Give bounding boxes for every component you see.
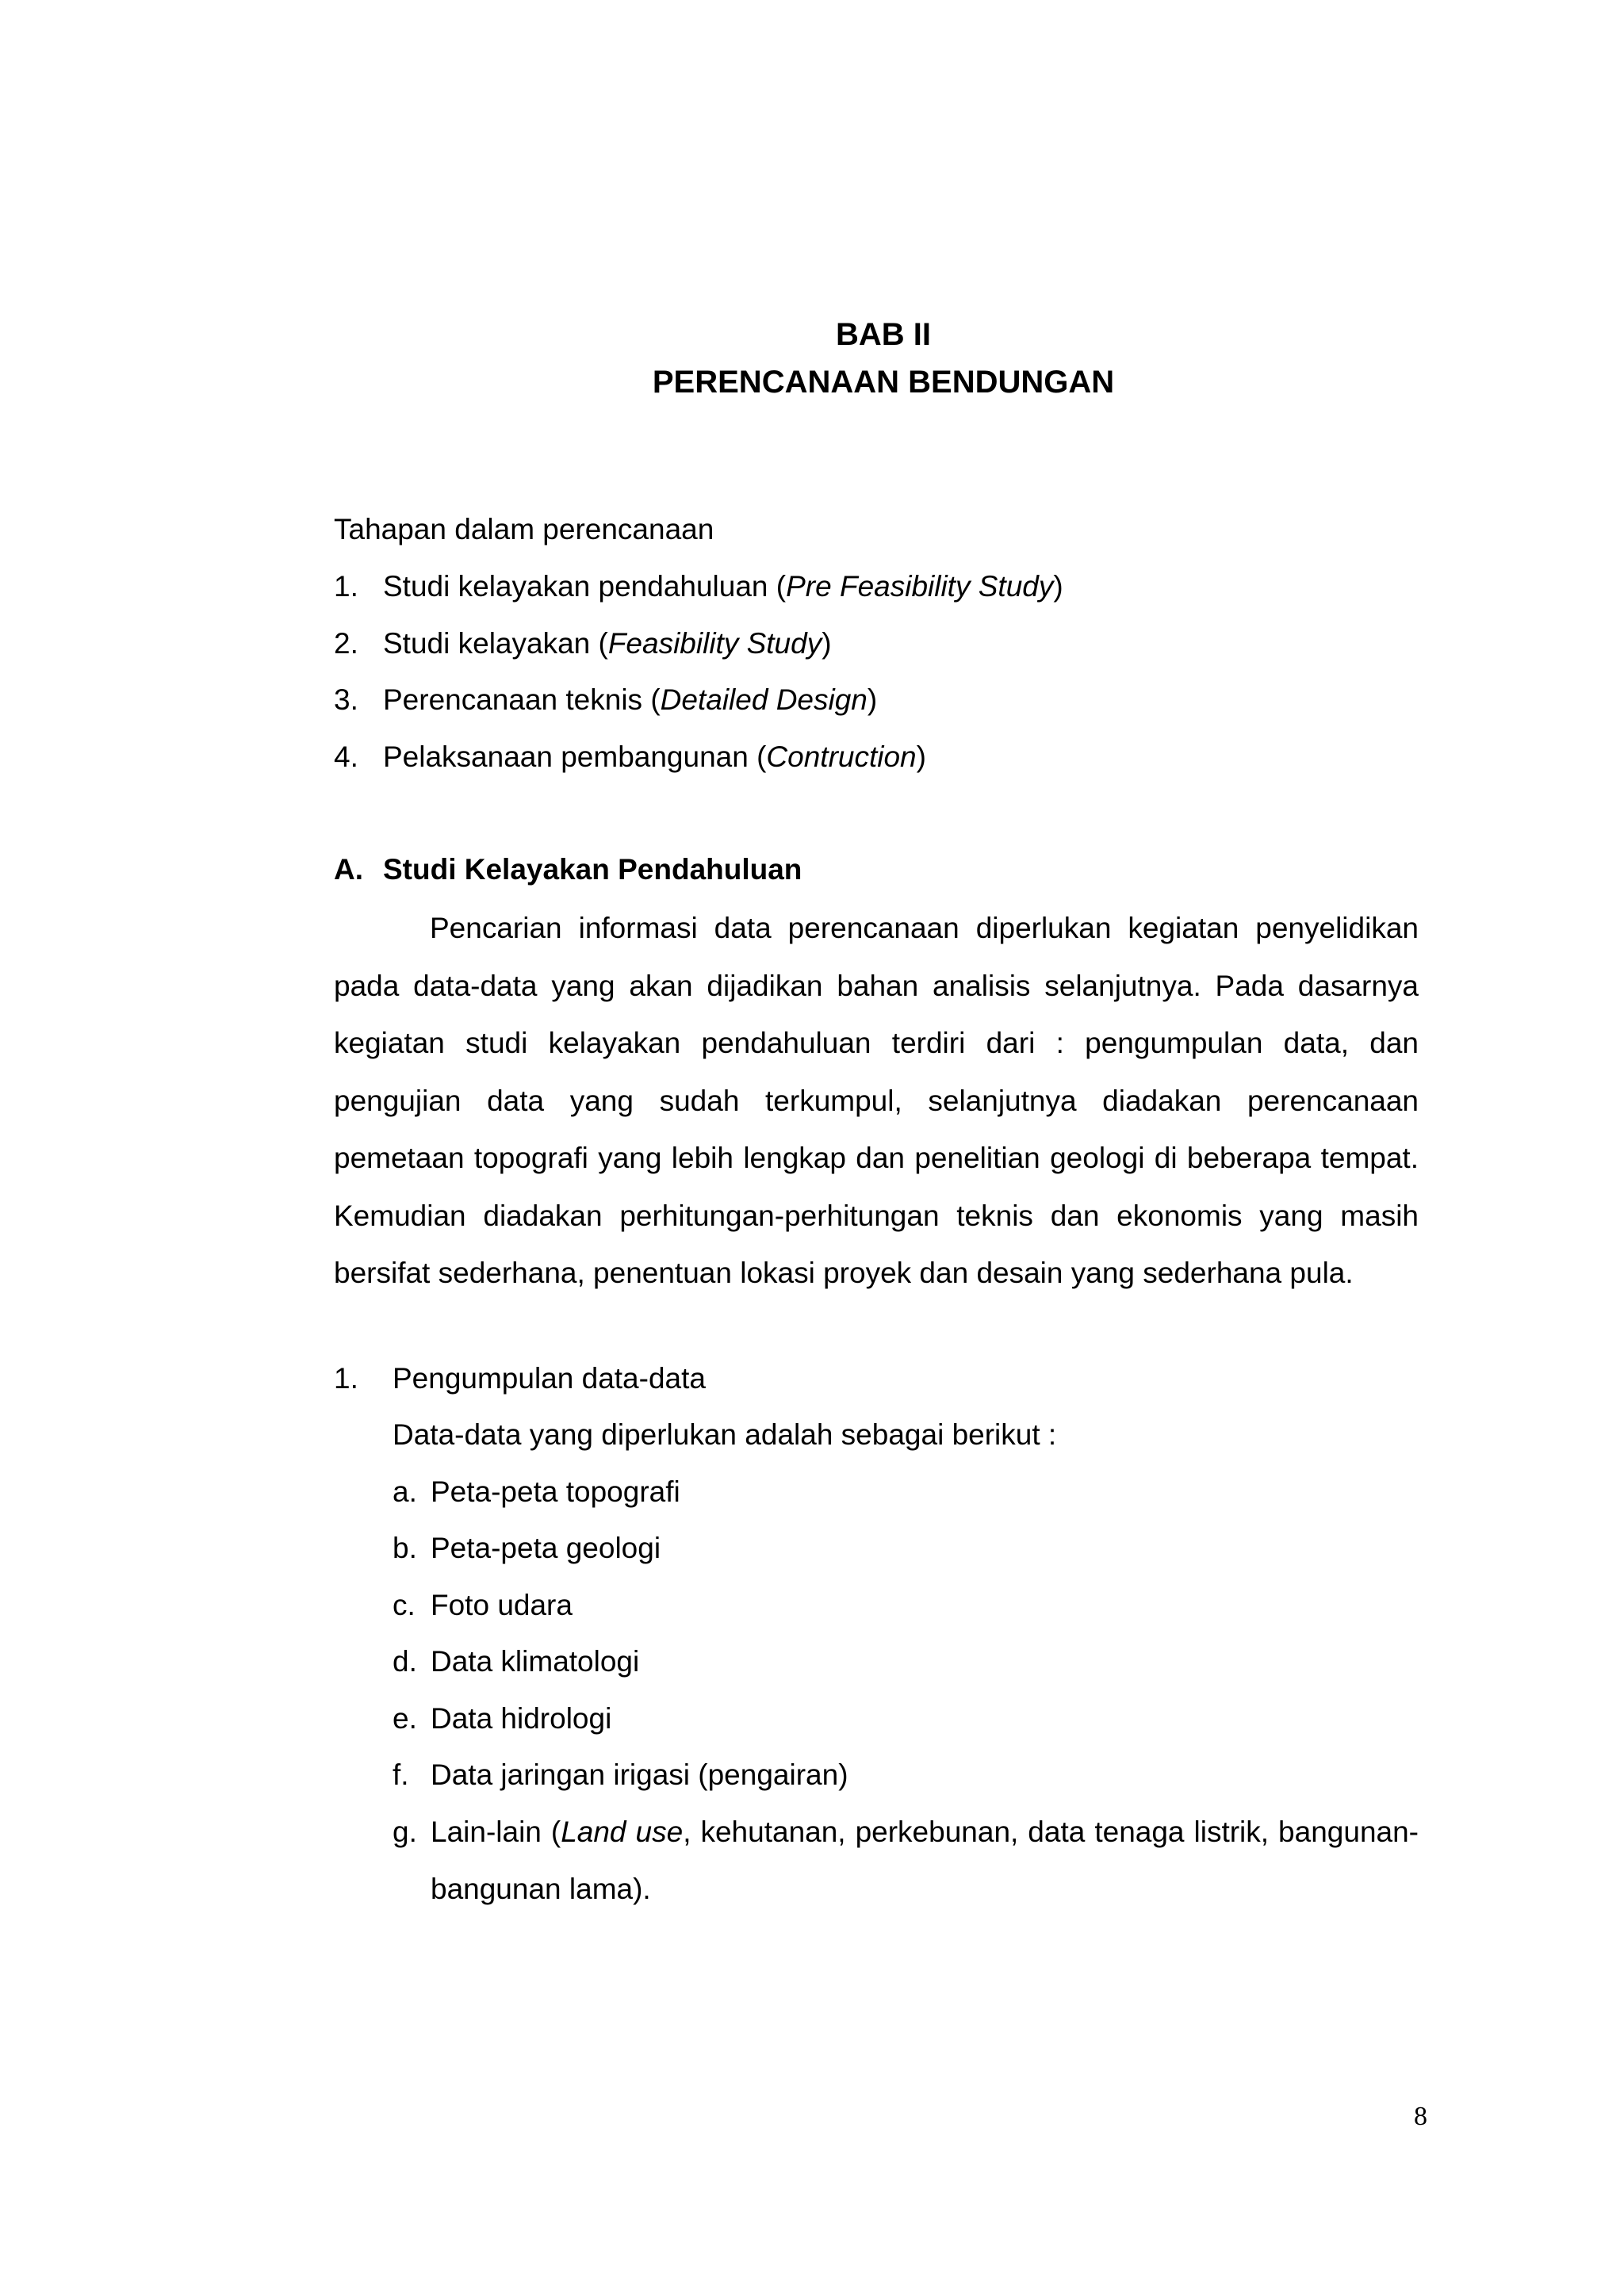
section-title: Studi Kelayakan Pendahuluan bbox=[383, 853, 802, 886]
item-letter: e. bbox=[393, 1702, 417, 1735]
subsection-number: 1. bbox=[334, 1362, 358, 1395]
item-text: Peta-peta topografi bbox=[431, 1475, 680, 1508]
chapter-title: PERENCANAAN BENDUNGAN bbox=[652, 365, 1115, 400]
item-letter: c. bbox=[393, 1589, 416, 1621]
stage-number: 4. bbox=[334, 740, 358, 773]
subsection-title: Pengumpulan data-data bbox=[393, 1362, 706, 1395]
item-letter: a. bbox=[393, 1475, 417, 1508]
stage-number: 2. bbox=[334, 627, 358, 660]
chapter-heading bbox=[0, 311, 1624, 406]
stage-text: Studi kelayakan pendahuluan (Pre Feasibility Study) bbox=[383, 570, 1063, 603]
page-number: 8 bbox=[1414, 2102, 1427, 2131]
stages-intro: Tahapan dalam perencanaan bbox=[334, 513, 714, 545]
subsection-intro: Data-data yang diperlukan adalah sebagai berikut : bbox=[393, 1418, 1057, 1451]
item-text: Data jaringan irigasi (pengairan) bbox=[431, 1758, 848, 1791]
stage-text: Pelaksanaan pembangunan (Contruction) bbox=[383, 740, 926, 773]
section-letter: A. bbox=[334, 853, 363, 886]
section-a-paragraph: Pencarian informasi data perencanaan diperlukan kegiatan penyelidikan pada data-data yang akan dijadikan bahan analisis selanjutnya. Pada dasarnya kegiatan studi kelayakan pendahuluan terdiri dari : pengumpulan data, dan pengujian data yang sudah terkumpul, selanjutnya diadakan perencanaan pemetaan topografi yang lebih lengkap dan penelitian geologi di beberapa tempat. Kemudian diadakan perhitungan-perhitungan teknis dan ekonomis yang masih bersifat sederhana, penentuan lokasi proyek dan desain yang sederhana pula. bbox=[334, 912, 1419, 1289]
item-text: Lain-lain (Land use, kehutanan, perkebunan, data tenaga listrik, bangunan-bangunan lama). bbox=[431, 1816, 1419, 1905]
stage-number: 1. bbox=[334, 570, 358, 603]
chapter-number: BAB II bbox=[836, 317, 931, 352]
item-letter: d. bbox=[393, 1645, 417, 1678]
item-text: Data hidrologi bbox=[431, 1702, 612, 1735]
item-text: Data klimatologi bbox=[431, 1645, 640, 1678]
item-text: Foto udara bbox=[431, 1589, 573, 1621]
stage-number: 3. bbox=[334, 683, 358, 716]
item-letter: f. bbox=[393, 1758, 409, 1791]
item-text: Peta-peta geologi bbox=[431, 1532, 661, 1564]
item-letter: b. bbox=[393, 1532, 417, 1564]
stage-text: Perencanaan teknis (Detailed Design) bbox=[383, 683, 878, 716]
stage-text: Studi kelayakan (Feasibility Study) bbox=[383, 627, 832, 660]
item-letter: g. bbox=[393, 1816, 417, 1848]
